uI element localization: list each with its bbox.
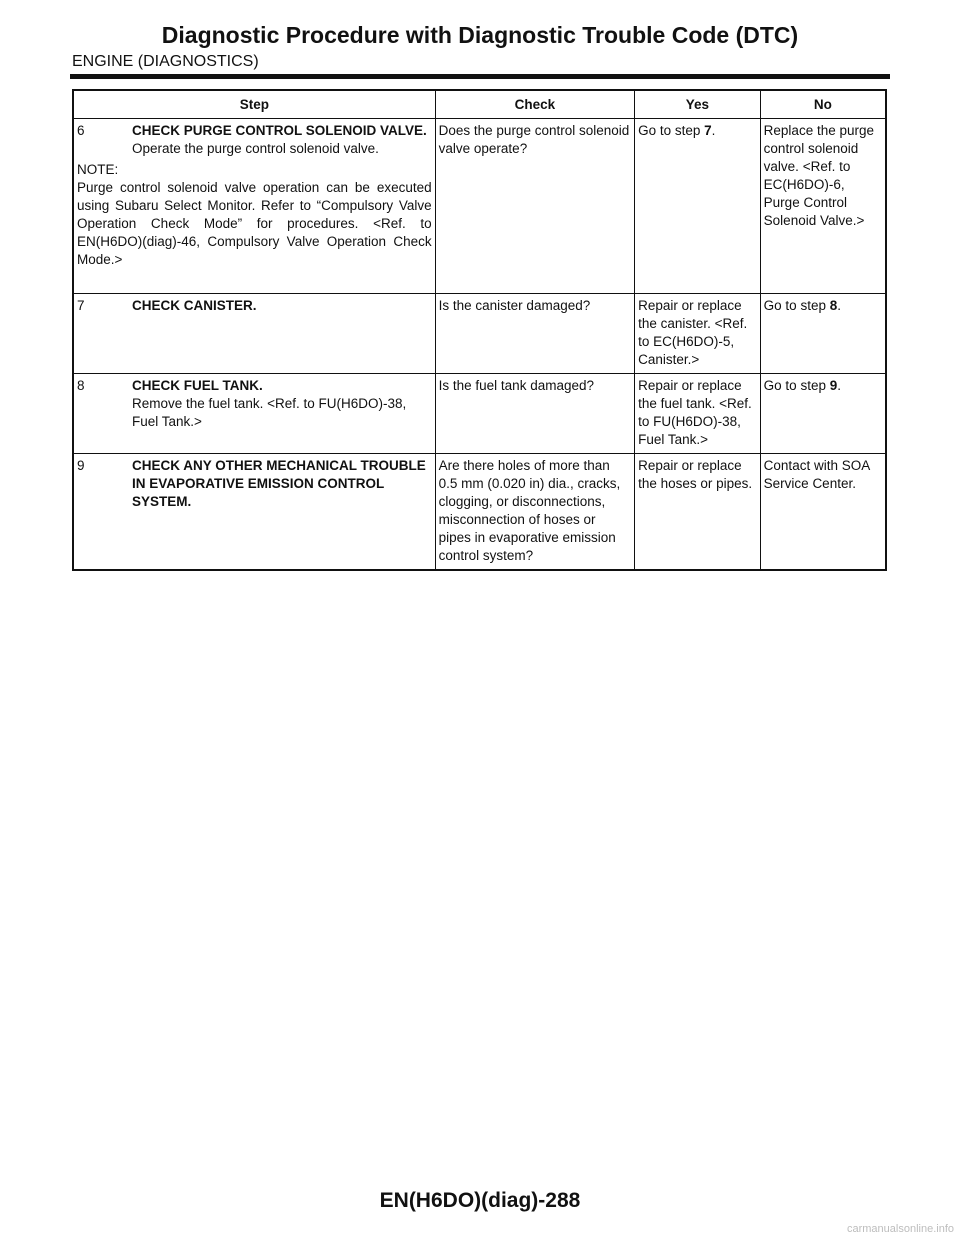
- step-description: Operate the purge control solenoid valve.: [132, 141, 379, 156]
- column-header-step: Step: [73, 90, 435, 119]
- watermark: carmanualsonline.info: [846, 1223, 954, 1235]
- yes-suffix: .: [711, 123, 716, 138]
- no-cell: Contact with SOA Service Center.: [760, 454, 886, 571]
- step-title: CHECK PURGE CONTROL SOLENOID VALVE.: [132, 123, 427, 138]
- no-text: Go to step: [763, 378, 830, 393]
- step-number: 8: [77, 378, 85, 393]
- step-title: CHECK ANY OTHER MECHANICAL TROUBLE IN EVAPORATIVE EMISSION CONTROL SYSTEM.: [132, 458, 426, 509]
- note-label: NOTE:: [77, 162, 119, 177]
- no-suffix: .: [837, 378, 841, 393]
- page-number: EN(H6DO)(diag)-288: [379, 1189, 581, 1212]
- section-label: ENGINE (DIAGNOSTICS): [72, 53, 259, 70]
- yes-cell: Repair or replace the hoses or pipes.: [635, 454, 761, 571]
- step-cell: [73, 454, 435, 571]
- step-description: Remove the fuel tank. <Ref. to FU(H6DO)-38, Fuel Tank.>: [132, 396, 407, 429]
- check-cell: Are there holes of more than 0.5 mm (0.020 in) dia., cracks, clogging, or disconnections, misconnection of hoses or pipes in evaporative emission control system?: [435, 454, 634, 571]
- step-title: CHECK FUEL TANK.: [132, 378, 263, 393]
- step-cell: [73, 374, 435, 454]
- yes-cell: Repair or replace the fuel tank. <Ref. to FU(H6DO)-38, Fuel Tank.>: [635, 374, 761, 454]
- table-row: [73, 294, 886, 374]
- note-text: Purge control solenoid valve operation can be executed using Subaru Select Monitor. Refer to “Compulsory Valve Operation Check Mode” for procedures. <Ref. to EN(H6DO)(diag)-46, Compulsory Valve Operation Check Mode.>: [77, 180, 432, 267]
- no-step-ref: 9: [829, 378, 838, 393]
- step-title: CHECK CANISTER.: [132, 298, 257, 313]
- yes-text: Go to step: [638, 123, 705, 138]
- step-cell: [73, 119, 435, 294]
- table-row: [73, 454, 886, 571]
- no-step-ref: 8: [829, 298, 838, 313]
- step-number: 6: [77, 123, 85, 138]
- column-header-check: Check: [435, 90, 634, 119]
- no-cell: Replace the purge control solenoid valve. <Ref. to EC(H6DO)-6, Purge Control Solenoid Valve.>: [760, 119, 886, 294]
- yes-step-ref: 7: [704, 123, 712, 138]
- table-header-row: [73, 90, 886, 119]
- no-cell: [760, 294, 886, 374]
- step-number: 7: [77, 298, 85, 313]
- check-cell: Is the canister damaged?: [435, 294, 634, 374]
- step-cell: [73, 294, 435, 374]
- yes-cell: Repair or replace the canister. <Ref. to EC(H6DO)-5, Canister.>: [635, 294, 761, 374]
- check-cell: Does the purge control solenoid valve operate?: [435, 119, 634, 294]
- column-header-no: No: [760, 90, 886, 119]
- table-row: [73, 374, 886, 454]
- no-text: Go to step: [763, 298, 830, 313]
- column-header-yes: Yes: [635, 90, 761, 119]
- yes-cell: [635, 119, 761, 294]
- diagnostic-procedure-table: [72, 89, 887, 571]
- check-cell: Is the fuel tank damaged?: [435, 374, 634, 454]
- page-title: Diagnostic Procedure with Diagnostic Trouble Code (DTC): [161, 22, 799, 48]
- header-rule: [70, 74, 890, 79]
- no-suffix: .: [837, 298, 841, 313]
- table-row: [73, 119, 886, 294]
- no-cell: [760, 374, 886, 454]
- step-number: 9: [77, 458, 85, 473]
